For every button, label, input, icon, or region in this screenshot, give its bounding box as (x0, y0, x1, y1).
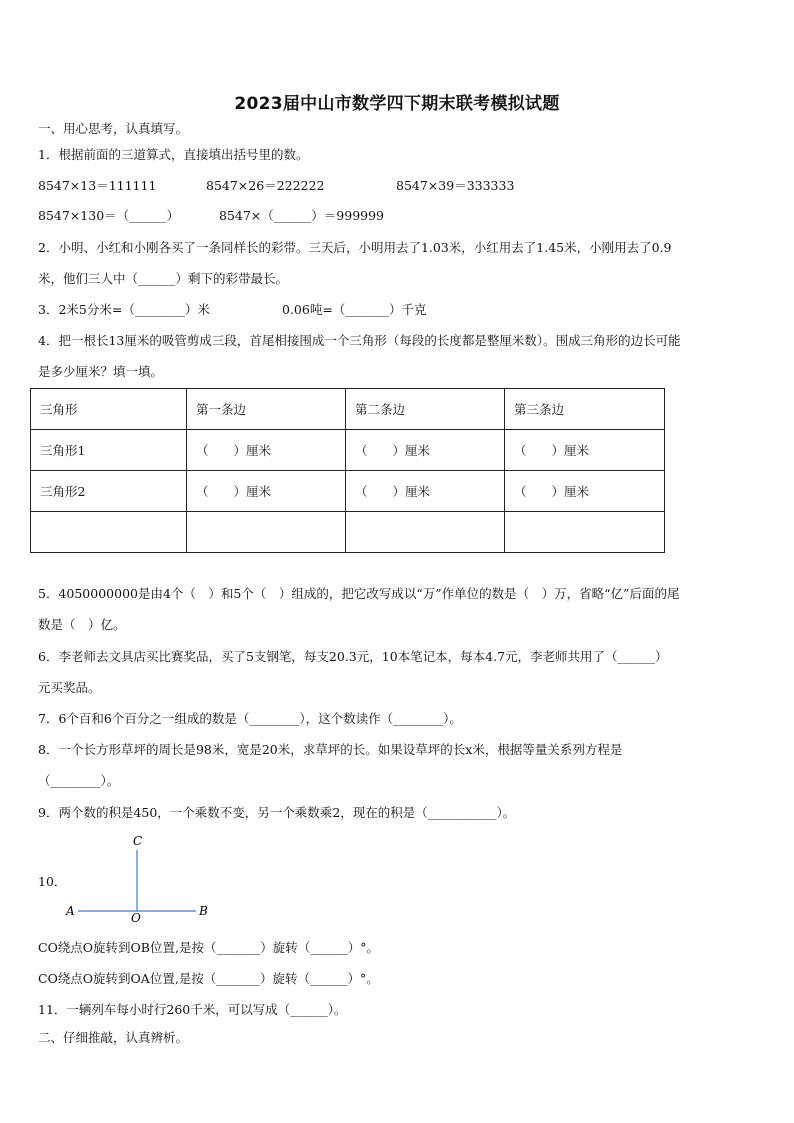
question-3-part-1: 3．2米5分米=（________）米 (38, 302, 210, 317)
table-header-cell: 三角形 (31, 389, 187, 430)
table-cell: （ ）厘米 (187, 471, 346, 512)
table-row (31, 430, 665, 471)
question-5-line-1: 5．4050000000是由4个（ ）和5个（ ）组成的，把它改写成以“万”作单位的数是（ ）万，省略“亿”后面的尾 (38, 586, 680, 601)
section-2-heading: 二、仔细推敲，认真辨析。 (38, 1030, 189, 1045)
label-o: O (131, 911, 141, 925)
q1-equation-1: 8547×13＝111111 (38, 178, 157, 193)
label-b: B (199, 904, 208, 918)
angle-diagram (60, 830, 220, 930)
table-cell: （ ）厘米 (505, 430, 665, 471)
q1-equation-3: 8547×39＝333333 (396, 178, 515, 193)
table-cell: （ ）厘米 (187, 430, 346, 471)
table-header-row (31, 389, 665, 430)
table-cell (187, 512, 346, 553)
page-title: 2023届中山市数学四下期末联考模拟试题 (234, 94, 560, 114)
question-6-line-1: 6．李老师去文具店买比赛奖品，买了5支钢笔，每支20.3元，10本笔记本，每本4.7元，李老师共用了（______） (38, 649, 668, 664)
q1-equation-4: 8547×130＝（______） (38, 208, 180, 223)
question-1-stem: 1．根据前面的三道算式，直接填出括号里的数。 (38, 147, 309, 162)
question-4-line-1: 4．把一根长13厘米的吸管剪成三段，首尾相接围成一个三角形（每段的长度都是整厘米数）。围成三角形的边长可能 (38, 333, 681, 348)
triangle-table (30, 388, 665, 553)
table-cell (346, 512, 505, 553)
label-c: C (133, 834, 143, 848)
table-header-cell: 第一条边 (187, 389, 346, 430)
q1-equation-5: 8547×（______）＝999999 (219, 208, 385, 223)
table-cell: 三角形1 (31, 430, 187, 471)
question-10-line-2: CO绕点O旋转到OA位置,是按（_______）旋转（______）°。 (38, 971, 379, 986)
question-8-line-2: （________）。 (38, 773, 120, 788)
table-cell (31, 512, 187, 553)
question-11: 11．一辆列车每小时行260千米，可以写成（______）。 (38, 1002, 347, 1017)
table-row (31, 471, 665, 512)
table-cell: （ ）厘米 (346, 430, 505, 471)
question-2-line-2: 米，他们三人中（______）剩下的彩带最长。 (38, 271, 289, 286)
question-3-part-2: 0.06吨=（_______）千克 (282, 302, 427, 317)
question-8-line-1: 8．一个长方形草坪的周长是98米，宽是20米，求草坪的长。如果设草坪的长x米，根据等量关系列方程是 (38, 742, 623, 757)
table-cell: 三角形2 (31, 471, 187, 512)
question-10-number: 10． (38, 874, 67, 889)
table-cell: （ ）厘米 (505, 471, 665, 512)
question-2-line-1: 2．小明、小红和小刚各买了一条同样长的彩带。三天后，小明用去了1.03米，小红用去了1.45米，小刚用去了0.9 (38, 240, 672, 255)
question-9: 9．两个数的积是450，一个乘数不变，另一个乘数乘2，现在的积是（___________）。 (38, 805, 516, 820)
question-7: 7．6个百和6个百分之一组成的数是（________），这个数读作（________）。 (38, 711, 462, 726)
question-6-line-2: 元买奖品。 (38, 680, 101, 695)
section-1-heading: 一、用心思考，认真填写。 (38, 121, 189, 136)
question-4-line-2: 是多少厘米？填一填。 (38, 364, 164, 379)
table-row (31, 512, 665, 553)
label-a: A (66, 904, 75, 918)
table-cell: （ ）厘米 (346, 471, 505, 512)
table-cell (505, 512, 665, 553)
table-header-cell: 第二条边 (346, 389, 505, 430)
table-header-cell: 第三条边 (505, 389, 665, 430)
q1-equation-2: 8547×26＝222222 (206, 178, 325, 193)
question-10-line-1: CO绕点O旋转到OB位置,是按（_______）旋转（______）°。 (38, 940, 379, 955)
question-5-line-2: 数是（ ）亿。 (38, 617, 126, 632)
